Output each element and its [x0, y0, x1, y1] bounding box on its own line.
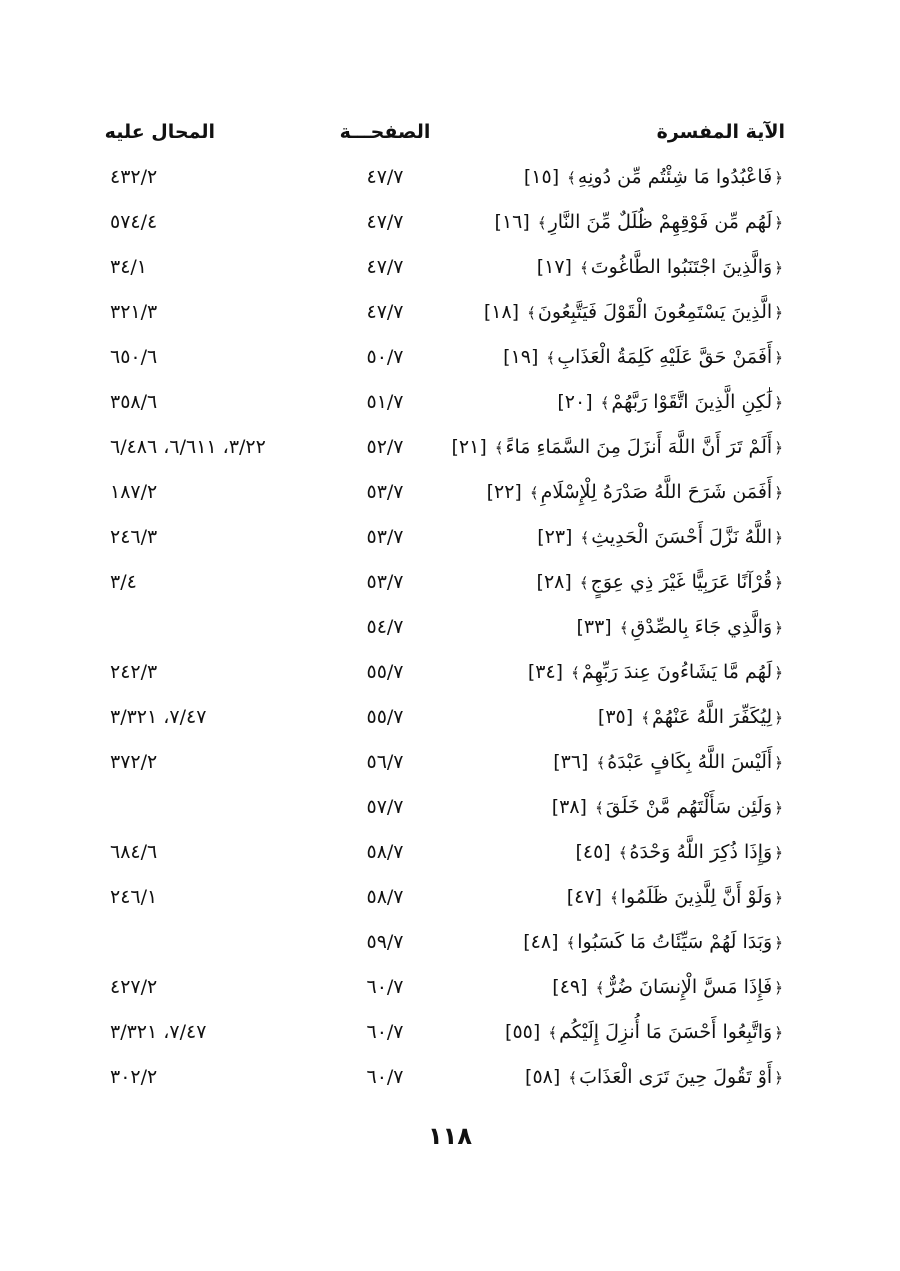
- page-cell: ٥٣/٧: [366, 525, 404, 548]
- verse-number: [٤٥]: [575, 840, 611, 863]
- reference-cell: ٦٥٠/٦: [110, 345, 158, 368]
- reference-cell: ٢٤٦/٣: [110, 525, 158, 548]
- ornate-bracket-open: ﴿: [774, 168, 783, 187]
- table-row: [110, 694, 785, 739]
- verse-text: أَلَمْ تَرَ أَنَّ اللَّهَ أَنزَلَ مِنَ السَّمَاءِ مَاءً: [505, 435, 773, 458]
- verse-number: [٢٣]: [537, 525, 573, 548]
- verse-quote: [503, 346, 785, 368]
- page-cell: ٥٧/٧: [366, 795, 404, 818]
- table-row: [110, 964, 785, 1009]
- ornate-bracket-open: ﴿: [774, 933, 783, 952]
- verse-number: [٢١]: [451, 435, 487, 458]
- ornate-bracket-close: ﴾: [641, 708, 650, 727]
- ornate-bracket-open: ﴿: [774, 978, 783, 997]
- verse-text: وَاتَّبِعُوا أَحْسَنَ مَا أُنزِلَ إِلَيْكُم: [559, 1020, 773, 1043]
- verse-number: [١٧]: [536, 255, 572, 278]
- table-row: [110, 379, 785, 424]
- verse-cell: [470, 256, 785, 278]
- reference-cell: ٣٢١/٣: [110, 300, 158, 323]
- reference-cell: ٣٧٢/٢: [110, 750, 158, 773]
- ornate-bracket-open: ﴿: [774, 843, 783, 862]
- verse-cell: [470, 751, 785, 773]
- ornate-bracket-close: ﴾: [568, 1068, 578, 1087]
- verse-text: اللَّهُ نَزَّلَ أَحْسَنَ الْحَدِيثِ: [591, 525, 773, 548]
- reference-cell: ١٨٧/٢: [110, 480, 158, 503]
- verse-quote: [552, 796, 785, 818]
- verse-cell: [470, 166, 785, 188]
- ornate-bracket-open: ﴿: [774, 1023, 783, 1042]
- reference-cell: ٢٤٦/١: [110, 885, 158, 908]
- ornate-bracket-open: ﴿: [774, 528, 783, 547]
- verse-quote: [552, 976, 785, 998]
- verse-text: أَفَمَن شَرَحَ اللَّهُ صَدْرَهُ لِلْإِسْلَامِ: [540, 480, 773, 503]
- ornate-bracket-open: ﴿: [774, 483, 783, 502]
- verse-cell: [470, 346, 785, 368]
- page-cell: ٤٧/٧: [366, 300, 404, 323]
- verse-number: [٢٢]: [486, 480, 522, 503]
- verse-text: أَفَمَنْ حَقَّ عَلَيْهِ كَلِمَةُ الْعَذَابِ: [557, 345, 773, 368]
- ornate-bracket-open: ﴿: [774, 663, 783, 682]
- verse-quote: [537, 256, 785, 278]
- verse-text: وَالَّذِي جَاءَ بِالصِّدْقِ: [630, 615, 773, 638]
- ornate-bracket-close: ﴾: [595, 978, 605, 997]
- verse-quote: [575, 841, 785, 863]
- verse-quote: [598, 706, 785, 728]
- ornate-bracket-open: ﴿: [774, 888, 783, 907]
- table-body: [110, 154, 785, 1099]
- verse-text: أَلَيْسَ اللَّهُ بِكَافٍ عَبْدَهُ: [607, 750, 773, 773]
- ornate-bracket-close: ﴾: [571, 663, 580, 682]
- ornate-bracket-close: ﴾: [580, 528, 590, 547]
- verse-cell: [470, 211, 785, 233]
- verse-number: [٤٩]: [552, 975, 588, 998]
- table-row: [110, 1054, 785, 1099]
- page-cell: ٥٨/٧: [366, 885, 404, 908]
- verse-text: وَلَئِن سَأَلْتَهُم مَّنْ خَلَقَ: [605, 795, 773, 818]
- table-row: [110, 559, 785, 604]
- ornate-bracket-close: ﴾: [548, 1023, 558, 1042]
- verse-cell: [470, 706, 785, 728]
- page-cell: ٥٣/٧: [366, 570, 404, 593]
- table-row: [110, 919, 785, 964]
- reference-cell: ٧/٤٧، ٣/٣٢١: [110, 705, 207, 728]
- ornate-bracket-open: ﴿: [774, 1068, 783, 1087]
- ornate-bracket-close: ﴾: [600, 393, 610, 412]
- ornate-bracket-open: ﴿: [774, 213, 783, 232]
- ornate-bracket-close: ﴾: [609, 888, 619, 907]
- table-row: [110, 289, 785, 334]
- page-number: ١١٨: [428, 1122, 472, 1150]
- table-row: [110, 424, 785, 469]
- verse-quote: [484, 301, 785, 323]
- verse-number: [٤٧]: [566, 885, 602, 908]
- table-row: [110, 469, 785, 514]
- verse-number: [٢٨]: [536, 570, 572, 593]
- verse-number: [٥٨]: [525, 1065, 561, 1088]
- verse-quote: [523, 931, 785, 953]
- reference-cell: ٤٢٧/٢: [110, 975, 158, 998]
- verse-cell: [470, 1021, 785, 1043]
- verse-number: [١٨]: [483, 300, 520, 323]
- table-row: [110, 1009, 785, 1054]
- page-cell: ٥٨/٧: [366, 840, 404, 863]
- ornate-bracket-open: ﴿: [774, 438, 783, 457]
- verse-text: أَوْ تَقُولَ حِينَ تَرَى الْعَذَابَ: [579, 1065, 773, 1088]
- verse-text: فَاعْبُدُوا مَا شِئْتُم مِّن دُونِهِ: [577, 165, 773, 188]
- verse-index-table: [104, 112, 785, 1099]
- header-page: الصفحـــة: [339, 121, 431, 143]
- verse-cell: [470, 481, 785, 503]
- verse-cell: [470, 976, 785, 998]
- reference-cell: ٧/٤٧، ٣/٣٢١: [110, 1020, 207, 1043]
- verse-cell: [470, 931, 785, 953]
- verse-text: وَإِذَا ذُكِرَ اللَّهُ وَحْدَهُ: [629, 840, 773, 863]
- verse-quote: [525, 1066, 785, 1088]
- verse-cell: [470, 661, 785, 683]
- verse-cell: [470, 301, 785, 323]
- table-row: [110, 649, 785, 694]
- verse-quote: [553, 751, 785, 773]
- verse-text: لَهُم مَّا يَشَاءُونَ عِندَ رَبِّهِمْ: [581, 660, 773, 683]
- table-row: [110, 739, 785, 784]
- table-row: [110, 199, 785, 244]
- verse-quote: [567, 886, 785, 908]
- table-header-row: [104, 112, 785, 152]
- reference-cell: ٥٧٤/٤: [110, 210, 158, 233]
- verse-quote: [524, 166, 785, 188]
- verse-cell: [470, 616, 785, 638]
- ornate-bracket-open: ﴿: [774, 708, 783, 727]
- verse-quote: [495, 211, 785, 233]
- ornate-bracket-close: ﴾: [579, 573, 589, 592]
- table-row: [110, 874, 785, 919]
- page-cell: ٤٧/٧: [366, 210, 404, 233]
- reference-cell: ٣/٤: [110, 570, 137, 593]
- ornate-bracket-close: ﴾: [527, 303, 536, 322]
- page-cell: ٥٤/٧: [366, 615, 404, 638]
- ornate-bracket-open: ﴿: [774, 618, 783, 637]
- ornate-bracket-open: ﴿: [774, 573, 783, 592]
- verse-cell: [470, 886, 785, 908]
- verse-quote: [576, 616, 785, 638]
- header-verse: الآية المفسرة: [656, 121, 785, 143]
- verse-number: [٣٣]: [576, 615, 612, 638]
- page-cell: ٥٥/٧: [366, 705, 404, 728]
- verse-quote: [451, 436, 785, 458]
- page-cell: ٤٧/٧: [366, 165, 404, 188]
- page-cell: ٦٠/٧: [366, 1065, 404, 1088]
- verse-number: [٣٤]: [527, 660, 564, 683]
- table-row: [110, 244, 785, 289]
- ornate-bracket-open: ﴿: [774, 753, 783, 772]
- verse-number: [٣٥]: [597, 705, 634, 728]
- table-row: [110, 154, 785, 199]
- page-cell: ٦٠/٧: [366, 975, 404, 998]
- verse-number: [١٥]: [523, 165, 560, 188]
- ornate-bracket-open: ﴿: [774, 798, 783, 817]
- reference-cell: ٤٣٢/٢: [110, 165, 158, 188]
- verse-cell: [470, 571, 785, 593]
- ornate-bracket-close: ﴾: [619, 618, 629, 637]
- verse-cell: [451, 435, 785, 458]
- verse-quote: [487, 481, 785, 503]
- page-cell: ٥٠/٧: [366, 345, 404, 368]
- verse-quote: [537, 526, 785, 548]
- page-cell: ٥٩/٧: [366, 930, 404, 953]
- page-cell: ٥٥/٧: [366, 660, 404, 683]
- verse-text: وَلَوْ أَنَّ لِلَّذِينَ ظَلَمُوا: [620, 885, 773, 908]
- verse-text: وَالَّذِينَ اجْتَنَبُوا الطَّاغُوتَ: [590, 255, 773, 278]
- reference-cell: ٢٤٢/٣: [110, 660, 158, 683]
- table-row: [110, 514, 785, 559]
- ornate-bracket-open: ﴿: [774, 348, 783, 367]
- ornate-bracket-close: ﴾: [546, 348, 556, 367]
- ornate-bracket-open: ﴿: [774, 393, 783, 412]
- verse-text: الَّذِينَ يَسْتَمِعُونَ الْقَوْلَ فَيَتَّبِعُونَ: [537, 300, 773, 323]
- ornate-bracket-close: ﴾: [566, 933, 576, 952]
- ornate-bracket-open: ﴿: [774, 303, 783, 322]
- verse-quote: [537, 571, 785, 593]
- page-cell: ٥١/٧: [366, 390, 404, 413]
- ornate-bracket-close: ﴾: [618, 843, 628, 862]
- verse-cell: [470, 796, 785, 818]
- verse-cell: [470, 391, 785, 413]
- verse-text: لَٰكِنِ الَّذِينَ اتَّقَوْا رَبَّهُمْ: [611, 390, 773, 413]
- table-row: [110, 334, 785, 379]
- ornate-bracket-open: ﴿: [774, 258, 783, 277]
- verse-text: قُرْآنًا عَرَبِيًّا غَيْرَ ذِي عِوَجٍ: [590, 570, 773, 593]
- page-cell: ٥٣/٧: [366, 480, 404, 503]
- verse-number: [٣٦]: [553, 750, 589, 773]
- reference-cell: ٣٤/١: [110, 255, 148, 278]
- verse-number: [٣٨]: [551, 795, 587, 818]
- ornate-bracket-close: ﴾: [579, 258, 589, 277]
- verse-number: [٤٨]: [523, 930, 559, 953]
- table-row: [110, 604, 785, 649]
- verse-cell: [470, 526, 785, 548]
- verse-cell: [470, 1066, 785, 1088]
- verse-text: لِيُكَفِّرَ اللَّهُ عَنْهُمْ: [651, 705, 773, 728]
- reference-cell: ٦٨٤/٦: [110, 840, 158, 863]
- verse-text: لَهُم مِّن فَوْقِهِمْ ظُلَلٌ مِّنَ النَّارِ: [548, 210, 773, 233]
- table-row: [110, 784, 785, 829]
- reference-cell: ٣/٢٢، ٦/٦١١، ٦/٤٨٦: [110, 435, 266, 458]
- header-ref: المحال عليه: [104, 121, 215, 143]
- verse-number: [٢٠]: [557, 390, 593, 413]
- page-cell: ٥٦/٧: [366, 750, 404, 773]
- verse-quote: [557, 391, 785, 413]
- page-cell: ٦٠/٧: [366, 1020, 404, 1043]
- table-row: [110, 829, 785, 874]
- ornate-bracket-close: ﴾: [537, 213, 547, 232]
- verse-text: وَبَدَا لَهُمْ سَيِّئَاتُ مَا كَسَبُوا: [577, 930, 773, 953]
- ornate-bracket-close: ﴾: [596, 753, 606, 772]
- verse-number: [٥٥]: [505, 1020, 541, 1043]
- ornate-bracket-close: ﴾: [594, 798, 604, 817]
- ornate-bracket-close: ﴾: [529, 483, 539, 502]
- verse-text: فَإِذَا مَسَّ الْإِنسَانَ ضُرٌّ: [606, 975, 773, 998]
- verse-quote: [528, 661, 785, 683]
- ornate-bracket-close: ﴾: [567, 168, 576, 187]
- page-cell: ٥٢/٧: [366, 435, 404, 458]
- verse-number: [١٦]: [494, 210, 530, 233]
- reference-cell: ٣٠٢/٢: [110, 1065, 158, 1088]
- page-cell: ٤٧/٧: [366, 255, 404, 278]
- verse-quote: [505, 1021, 785, 1043]
- ornate-bracket-close: ﴾: [494, 438, 504, 457]
- verse-number: [١٩]: [503, 345, 539, 368]
- verse-cell: [470, 841, 785, 863]
- reference-cell: ٣٥٨/٦: [110, 390, 158, 413]
